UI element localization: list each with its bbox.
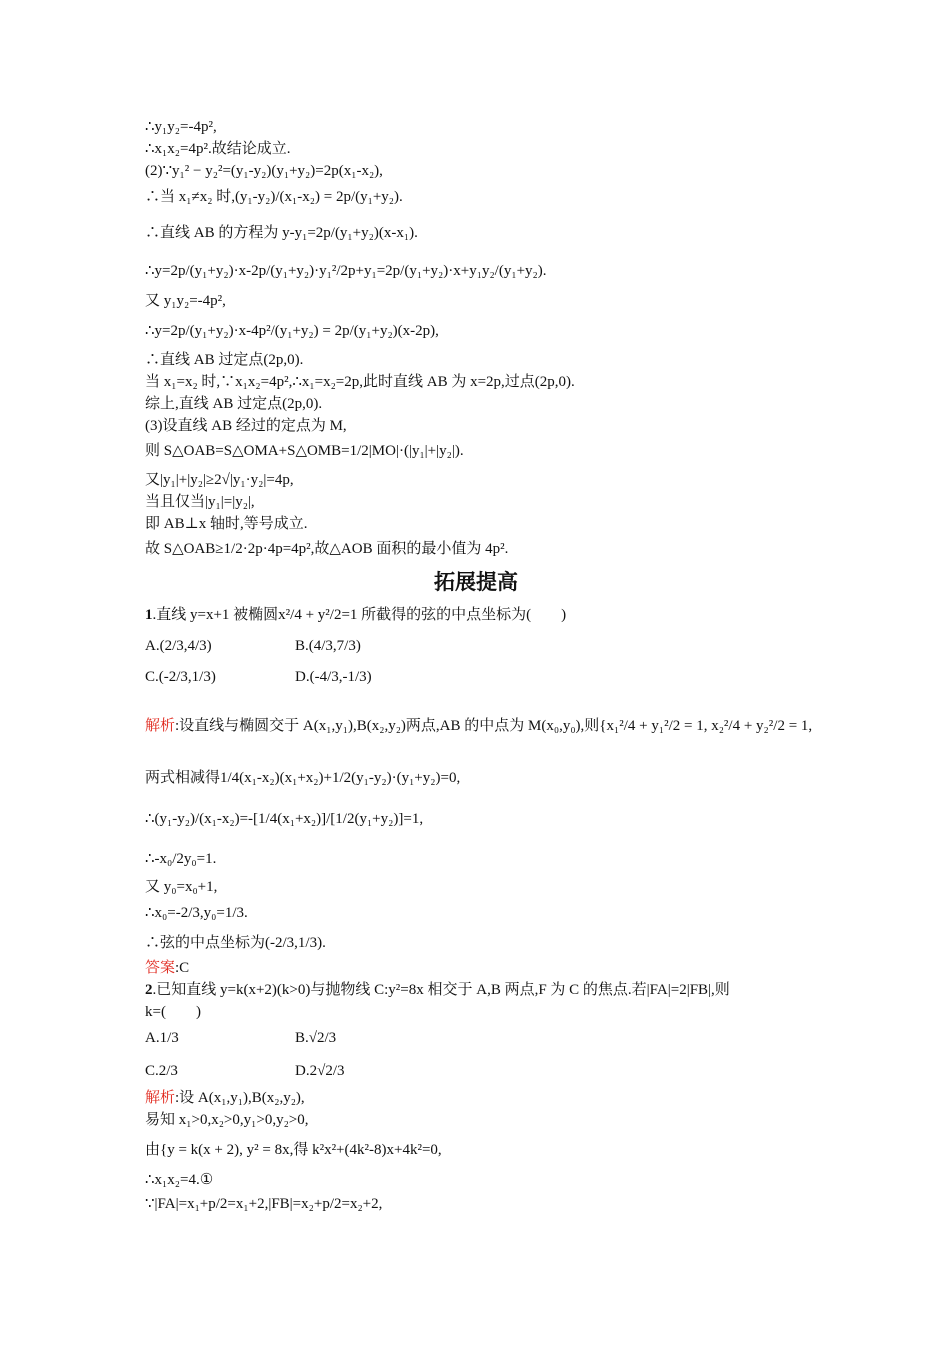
solution-line: ∴y=2p/(y₁+y₂)·x-4p²/(y₁+y₂) = 2p/(y₁+y₂)(x-2p), — [145, 323, 439, 339]
analysis-text: :设直线与椭圆交于 A(x₁,y₁),B(x₂,y₂)两点,AB 的中点为 M(x₀,y₀),则{x₁²/4 + y₁²/2 = 1, x₂²/4 + y₂²/2 = 1, — [175, 718, 813, 734]
analysis-line: ∴x₀=-2/3,y₀=1/3. — [145, 905, 248, 921]
question-1-stem — [145, 604, 566, 626]
solution-line: 当 x₁=x₂ 时,∵x₁x₂=4p²,∴x₁=x₂=2p,此时直线 AB 为 x=2p,过点(2p,0). — [145, 374, 575, 390]
option-b: B.√2/3 — [295, 1030, 337, 1046]
analysis-line: 两式相减得1/4(x₁-x₂)(x₁+x₂)+1/2(y₁-y₂)·(y₁+y₂)=0, — [145, 770, 461, 786]
answer-line — [145, 957, 189, 979]
analysis-line: ∴-x₀/2y₀=1. — [145, 851, 217, 867]
option-d: D.2√2/3 — [295, 1063, 345, 1079]
analysis-label: 解析 — [145, 718, 176, 734]
analysis-line: ∵|FA|=x₁+p/2=x₁+2,|FB|=x₂+p/2=x₂+2, — [145, 1196, 383, 1212]
solution-line: 即 AB⊥x 轴时,等号成立. — [145, 516, 308, 532]
question-text: .直线 y=x+1 被椭圆x²/4 + y²/2=1 所截得的弦的中点坐标为( ) — [152, 607, 567, 623]
analysis-line — [145, 715, 812, 737]
solution-line: ∴直线 AB 过定点(2p,0). — [145, 352, 304, 368]
option-b: B.(4/3,7/3) — [295, 638, 361, 654]
question-1-options-row — [145, 635, 445, 657]
solution-line: 又|y₁|+|y₂|≥2√|y₁·y₂|=4p, — [145, 472, 294, 488]
solution-line: 当且仅当|y₁|=|y₂|, — [145, 494, 255, 510]
solution-line: 则 S△OAB=S△OMA+S△OMB=1/2|MO|·(|y₁|+|y₂|). — [145, 443, 464, 459]
option-a: A.(2/3,4/3) — [145, 638, 212, 654]
solution-line: ∴当 x₁≠x₂ 时,(y₁-y₂)/(x₁-x₂) = 2p/(y₁+y₂). — [145, 189, 403, 205]
option-a: A.1/3 — [145, 1030, 179, 1046]
solution-line: 又 y₁y₂=-4p², — [145, 293, 226, 309]
option-d: D.(-4/3,-1/3) — [295, 669, 372, 685]
option-c: C.(-2/3,1/3) — [145, 669, 216, 685]
analysis-line: ∴(y₁-y₂)/(x₁-x₂)=-[1/4(x₁+x₂)]/[1/2(y₁+y₂)]=1, — [145, 811, 424, 827]
question-number: 1 — [145, 607, 153, 623]
option-c: C.2/3 — [145, 1063, 178, 1079]
solution-line: 综上,直线 AB 过定点(2p,0). — [145, 396, 323, 412]
solution-line: 故 S△OAB≥1/2·2p·4p=4p²,故△AOB 面积的最小值为 4p². — [145, 541, 509, 557]
analysis-line: 易知 x₁>0,x₂>0,y₁>0,y₂>0, — [145, 1112, 309, 1128]
question-2-stem-cont: k=( ) — [145, 1004, 201, 1020]
solution-line: (2)∵y₁² − y₂²=(y₁-y₂)(y₁+y₂)=2p(x₁-x₂), — [145, 163, 383, 179]
solution-line: ∴x₁x₂=4p².故结论成立. — [145, 141, 291, 157]
question-number: 2 — [145, 982, 153, 998]
solution-line: ∴y₁y₂=-4p², — [145, 119, 217, 135]
question-2-options-row — [145, 1027, 445, 1049]
analysis-line: ∴弦的中点坐标为(-2/3,1/3). — [145, 935, 326, 951]
solution-line: ∴y=2p/(y₁+y₂)·x-2p/(y₁+y₂)·y₁²/2p+y₁=2p/(y₁+y₂)·x+y₁y₂/(y₁+y₂). — [145, 263, 547, 279]
analysis-line: ∴x₁x₂=4.① — [145, 1172, 214, 1188]
analysis-label: 解析 — [145, 1090, 176, 1106]
analysis-line: 又 y₀=x₀+1, — [145, 879, 218, 895]
question-2-options-row — [145, 1060, 445, 1082]
solution-line: ∴直线 AB 的方程为 y-y₁=2p/(y₁+y₂)(x-x₁). — [145, 225, 418, 241]
answer-text: :C — [175, 960, 190, 976]
question-text: .已知直线 y=k(x+2)(k>0)与抛物线 C:y²=8x 相交于 A,B 两点,F 为 C 的焦点.若|FA|=2|FB|,则 — [152, 982, 730, 998]
question-2-stem — [145, 979, 730, 1001]
answer-label: 答案 — [145, 960, 176, 976]
solution-line: (3)设直线 AB 经过的定点为 M, — [145, 418, 347, 434]
analysis-line: 由{y = k(x + 2), y² = 8x,得 k²x²+(4k²-8)x+4k²=0, — [145, 1142, 442, 1158]
analysis-line — [145, 1087, 305, 1109]
question-1-options-row — [145, 666, 445, 688]
analysis-text: :设 A(x₁,y₁),B(x₂,y₂), — [175, 1090, 305, 1106]
section-title: 拓展提高 — [434, 570, 518, 594]
